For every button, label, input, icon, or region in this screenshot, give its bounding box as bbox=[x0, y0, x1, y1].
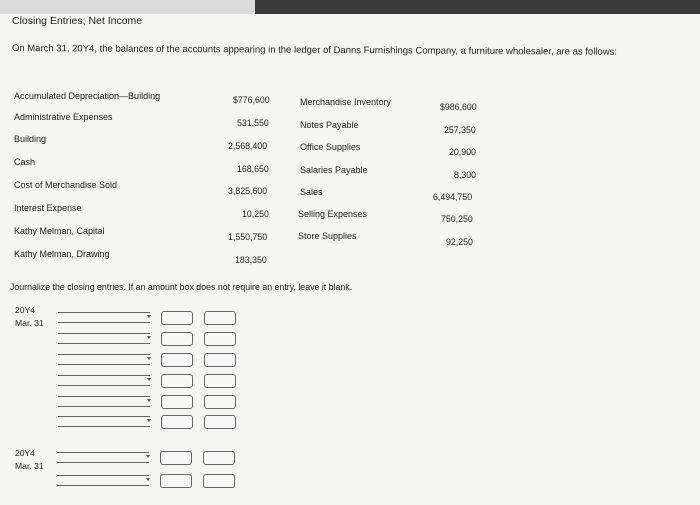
intro-text: On March 31, 20Y4, the balances of the accounts appearing in the ledger of Danns Furnishings Company, a furniture wholesaler, are as follows: bbox=[11, 43, 618, 58]
account-dropdown[interactable] bbox=[58, 416, 150, 427]
credit-amount-input[interactable] bbox=[203, 451, 235, 465]
account-dropdown[interactable] bbox=[58, 312, 150, 323]
account-dropdown[interactable] bbox=[58, 354, 150, 365]
credit-amount-input[interactable] bbox=[204, 395, 236, 409]
account-dropdown[interactable] bbox=[57, 452, 149, 463]
account-amount: 8,300 bbox=[454, 170, 477, 180]
top-bar bbox=[0, 0, 700, 14]
credit-amount-input[interactable] bbox=[204, 353, 236, 367]
page-title: Closing Entries; Net Income bbox=[12, 15, 143, 27]
account-name: Merchandise Inventory bbox=[300, 97, 392, 107]
account-amount: 531,550 bbox=[237, 118, 269, 128]
account-amount: 1,550,750 bbox=[228, 232, 268, 242]
account-amount: 750,250 bbox=[441, 214, 473, 224]
account-name: Sales bbox=[300, 187, 323, 197]
debit-amount-input[interactable] bbox=[161, 311, 193, 325]
account-name: Kathy Melman, Drawing bbox=[14, 249, 110, 259]
account-name: Building bbox=[14, 134, 47, 144]
account-name: Kathy Melman, Capital bbox=[14, 226, 105, 236]
credit-amount-input[interactable] bbox=[204, 311, 236, 325]
account-name: Cash bbox=[14, 157, 36, 167]
debit-amount-input[interactable] bbox=[161, 395, 193, 409]
debit-amount-input[interactable] bbox=[160, 451, 192, 465]
account-amount: 3,825,600 bbox=[228, 186, 268, 196]
journal-date: Mar. 31 bbox=[15, 461, 44, 471]
top-bar-dark-band bbox=[255, 0, 700, 14]
account-amount: $776,600 bbox=[233, 95, 270, 105]
account-amount: 6,494,750 bbox=[433, 192, 473, 202]
instructions-text: Journalize the closing entries. If an amount box does not require an entry, leave it blank. bbox=[10, 282, 353, 292]
debit-amount-input[interactable] bbox=[161, 332, 193, 346]
account-name: Accumulated Depreciation—Building bbox=[14, 91, 161, 101]
account-amount: 10,250 bbox=[242, 209, 269, 219]
account-name: Selling Expenses bbox=[298, 209, 368, 219]
credit-amount-input[interactable] bbox=[204, 332, 236, 346]
dropdown-arrow-icon bbox=[146, 455, 150, 458]
dropdown-arrow-icon bbox=[147, 336, 151, 339]
dropdown-arrow-icon bbox=[147, 419, 151, 422]
account-amount: 2,568,400 bbox=[228, 141, 268, 151]
account-amount: 257,350 bbox=[444, 125, 476, 135]
dropdown-arrow-icon bbox=[147, 357, 151, 360]
debit-amount-input[interactable] bbox=[161, 374, 193, 388]
account-amount: 92,250 bbox=[446, 237, 473, 247]
credit-amount-input[interactable] bbox=[204, 374, 236, 388]
journal-year: 20Y4 bbox=[15, 305, 36, 315]
account-name: Cost of Merchandise Sold bbox=[14, 180, 118, 190]
debit-amount-input[interactable] bbox=[161, 353, 193, 367]
account-amount: $986,600 bbox=[440, 102, 477, 112]
account-name: Store Supplies bbox=[298, 231, 357, 241]
account-dropdown[interactable] bbox=[58, 375, 150, 386]
account-dropdown[interactable] bbox=[57, 475, 149, 486]
account-dropdown[interactable] bbox=[58, 396, 150, 407]
credit-amount-input[interactable] bbox=[203, 474, 235, 488]
account-name: Notes Payable bbox=[300, 120, 359, 130]
debit-amount-input[interactable] bbox=[161, 415, 193, 429]
account-amount: 20,900 bbox=[449, 147, 476, 157]
account-dropdown[interactable] bbox=[58, 333, 150, 344]
dropdown-arrow-icon bbox=[147, 378, 151, 381]
account-amount: 168,650 bbox=[237, 164, 269, 174]
dropdown-arrow-icon bbox=[146, 478, 150, 481]
credit-amount-input[interactable] bbox=[204, 415, 236, 429]
account-name: Interest Expense bbox=[14, 203, 82, 213]
debit-amount-input[interactable] bbox=[160, 474, 192, 488]
account-name: Salaries Payable bbox=[300, 165, 368, 175]
dropdown-arrow-icon bbox=[147, 399, 151, 402]
journal-date: Mar. 31 bbox=[15, 318, 44, 328]
account-amount: 183,350 bbox=[235, 255, 267, 265]
dropdown-arrow-icon bbox=[147, 315, 151, 318]
account-name: Office Supplies bbox=[300, 142, 361, 152]
journal-year: 20Y4 bbox=[15, 448, 36, 458]
account-name: Administrative Expenses bbox=[14, 112, 113, 122]
